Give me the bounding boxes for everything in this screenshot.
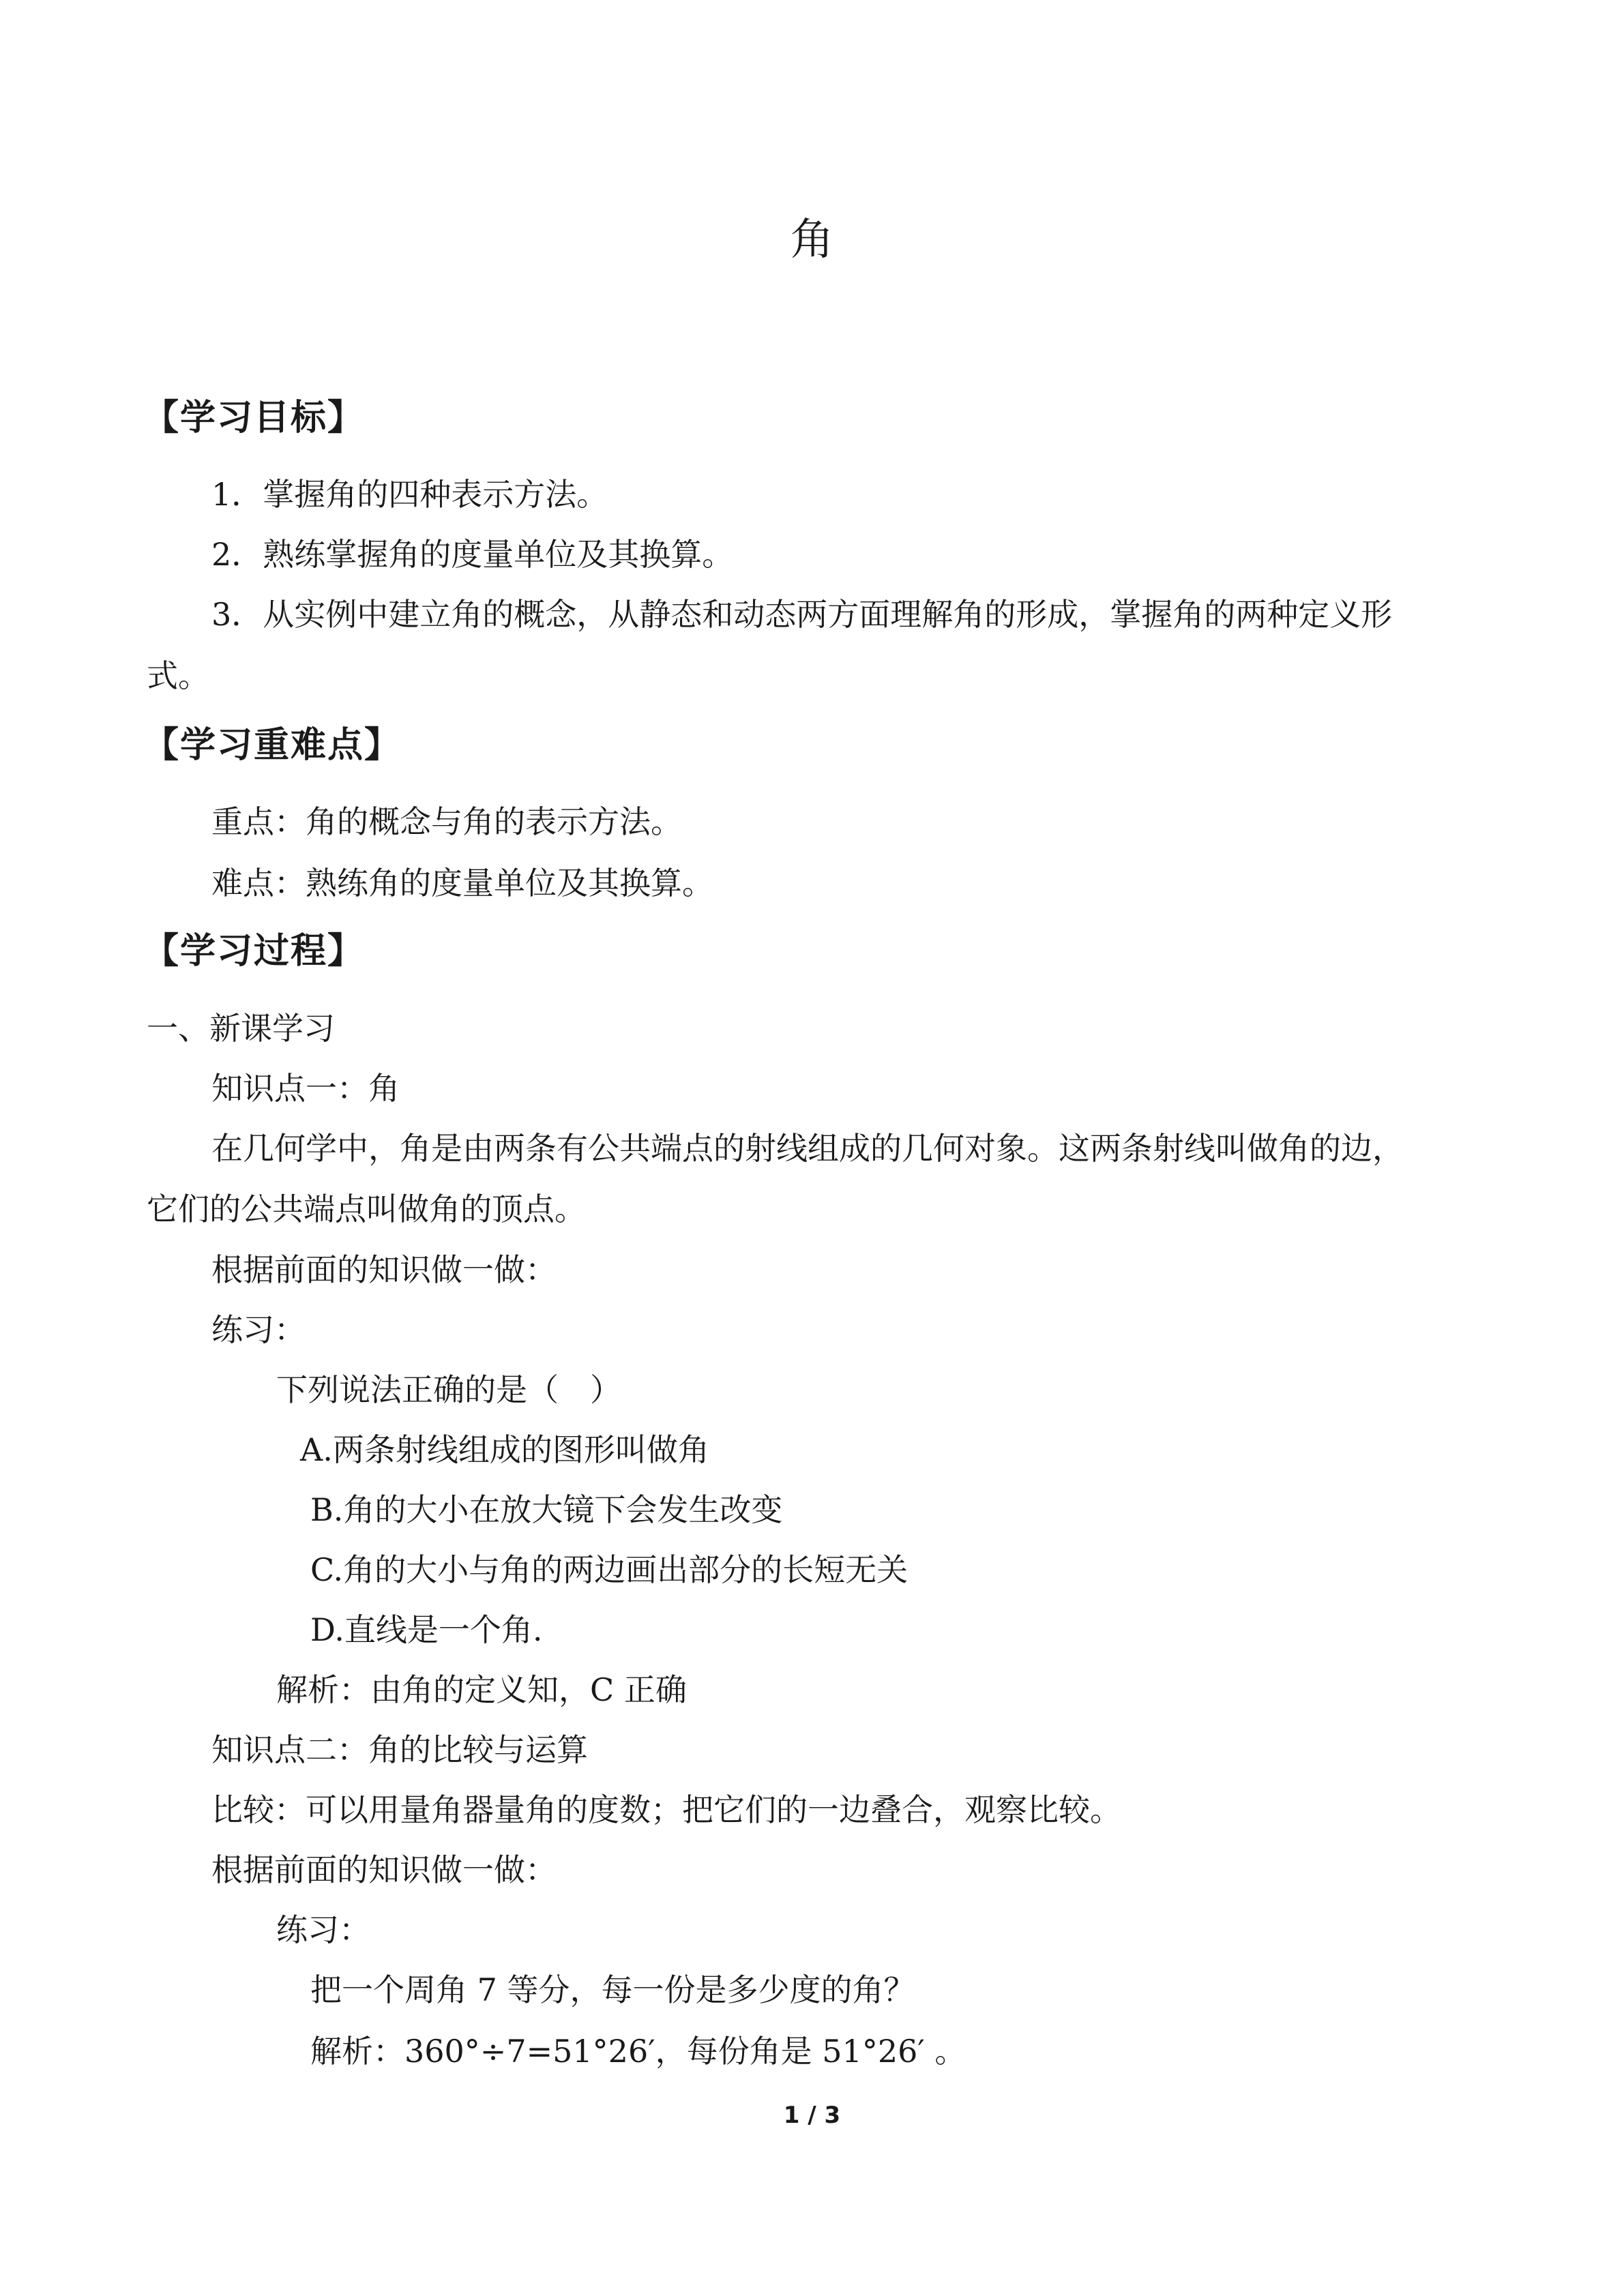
process-line: 在几何学中，角是由两条有公共端点的射线组成的几何对象。这两条射线叫做角的边， <box>211 1130 1404 1167</box>
exercise-question: 把一个周角 7 等分，每一份是多少度的角？ <box>310 1971 915 2008</box>
goal-item-2: 2．熟练掌握角的度量单位及其换算。 <box>211 536 734 573</box>
section-heading-key-points: 【学习重难点】 <box>143 725 402 766</box>
process-line: 比较：可以用量角器量角的度数；把它们的一边叠合，观察比较。 <box>211 1791 1121 1828</box>
option-a: A.两条射线组成的图形叫做角 <box>300 1431 709 1468</box>
section-heading-process: 【学习过程】 <box>143 931 365 972</box>
option-c: C.角的大小与角的两边画出部分的长短无关 <box>310 1551 909 1588</box>
goal-item-1: 1．掌握角的四种表示方法。 <box>211 476 608 513</box>
option-b: B.角的大小在放大镜下会发生改变 <box>310 1491 783 1528</box>
option-d: D.直线是一个角. <box>310 1611 543 1648</box>
page-number: 1 / 3 <box>783 2102 841 2129</box>
answer-analysis: 解析：由角的定义知，C 正确 <box>276 1671 687 1708</box>
process-line: 它们的公共端点叫做角的顶点。 <box>147 1191 586 1227</box>
process-line: 根据前面的知识做一做： <box>211 1851 557 1888</box>
process-line: 练习： <box>211 1311 306 1348</box>
process-line: 知识点二：角的比较与运算 <box>211 1731 588 1768</box>
section-heading-goals: 【学习目标】 <box>143 398 365 438</box>
page-title: 角 <box>790 215 834 265</box>
key-point-item: 重点：角的概念与角的表示方法。 <box>211 803 682 840</box>
process-line: 一、新课学习 <box>147 1010 335 1047</box>
goal-item-3: 3．从实例中建立角的概念，从静态和动态两方面理解角的形成，掌握角的两种定义形 <box>211 596 1393 633</box>
answer-analysis: 解析：360°÷7=51°26′，每份角是 51°26′ 。 <box>310 2033 966 2070</box>
process-line: 知识点一：角 <box>211 1070 400 1107</box>
process-line: 练习： <box>276 1911 370 1948</box>
question-stem: 下列说法正确的是（ ） <box>276 1371 621 1408</box>
difficult-point-item: 难点：熟练角的度量单位及其换算。 <box>211 865 713 901</box>
goal-item-3-continued: 式。 <box>147 657 209 694</box>
process-line: 根据前面的知识做一做： <box>211 1251 557 1288</box>
